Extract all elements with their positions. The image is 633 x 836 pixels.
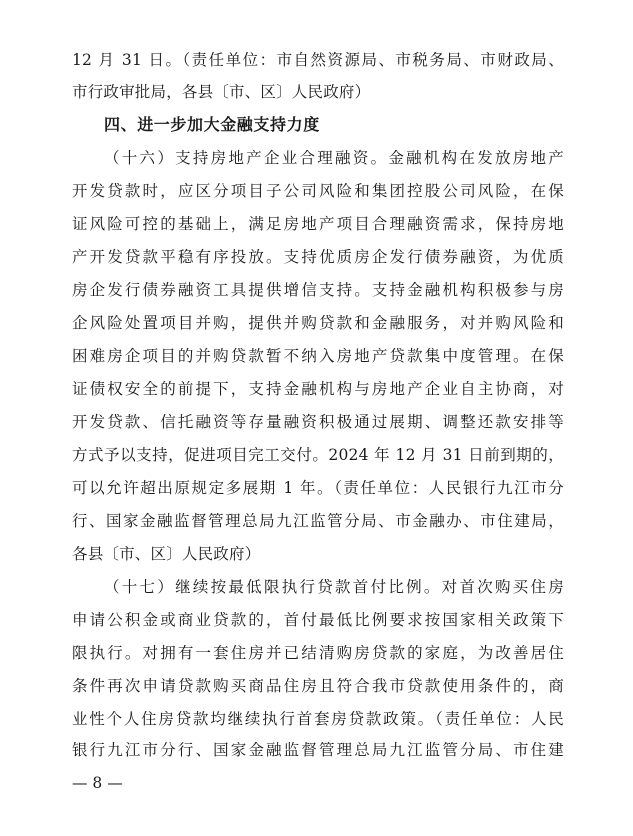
text-line: 开发贷款、信托融资等存量融资积极通过展期、调整还款安排等: [72, 413, 564, 431]
text-line: 方式予以支持，促进项目完工交付。2024 年 12 月 31 日前到期的，: [72, 446, 564, 464]
text-line: 开发贷款时，应区分项目子公司风险和集团控股公司风险，在保: [72, 182, 564, 200]
text-line: 限执行。对拥有一套住房并已结清购房贷款的家庭，为改善居住: [72, 644, 564, 662]
text-line: 产开发贷款平稳有序投放。支持优质房企发行债券融资，为优质: [72, 248, 564, 266]
text-line: 条件再次申请贷款购买商品住房且符合我市贷款使用条件的，商: [72, 677, 564, 695]
paragraph-first-line: （十六）支持房地产企业合理融资。金融机构在发放房地产: [104, 149, 564, 167]
text-line: 业性个人住房贷款均继续执行首套房贷款政策。（责任单位：人民: [72, 710, 564, 728]
text-line: 困难房企项目的并购贷款暂不纳入房地产贷款集中度管理。在保: [72, 347, 564, 365]
text-line: 证债权安全的前提下，支持金融机构与房地产企业自主协商，对: [72, 380, 564, 398]
text-line: 房企发行债券融资工具提供增信支持。支持金融机构积极参与房: [72, 281, 564, 299]
paragraph-first-line: （十七）继续按最低限执行贷款首付比例。对首次购买住房: [104, 578, 564, 596]
text-line: 申请公积金或商业贷款的，首付最低比例要求按国家相关政策下: [72, 611, 564, 629]
text-line: 银行九江市分行、国家金融监督管理总局九江监管分局、市住建: [72, 741, 564, 759]
text-line: 市行政审批局，各县〔市、区〕人民政府）: [72, 83, 371, 101]
section-heading: 四、进一步加大金融支持力度: [104, 115, 320, 134]
text-line: 行、国家金融监督管理总局九江监管分局、市金融办、市住建局，: [72, 512, 564, 530]
text-line: 12 月 31 日。（责任单位：市自然资源局、市税务局、市财政局、: [72, 51, 564, 69]
page-number: — 8 —: [72, 774, 123, 792]
text-line: 可以允许超出原规定多展期 1 年。（责任单位：人民银行九江市分: [72, 479, 564, 497]
text-line: 证风险可控的基础上，满足房地产项目合理融资需求，保持房地: [72, 215, 564, 233]
text-line: 企风险处置项目并购，提供并购贷款和金融服务，对并购风险和: [72, 314, 564, 332]
text-line: 各县〔市、区〕人民政府）: [72, 545, 261, 563]
